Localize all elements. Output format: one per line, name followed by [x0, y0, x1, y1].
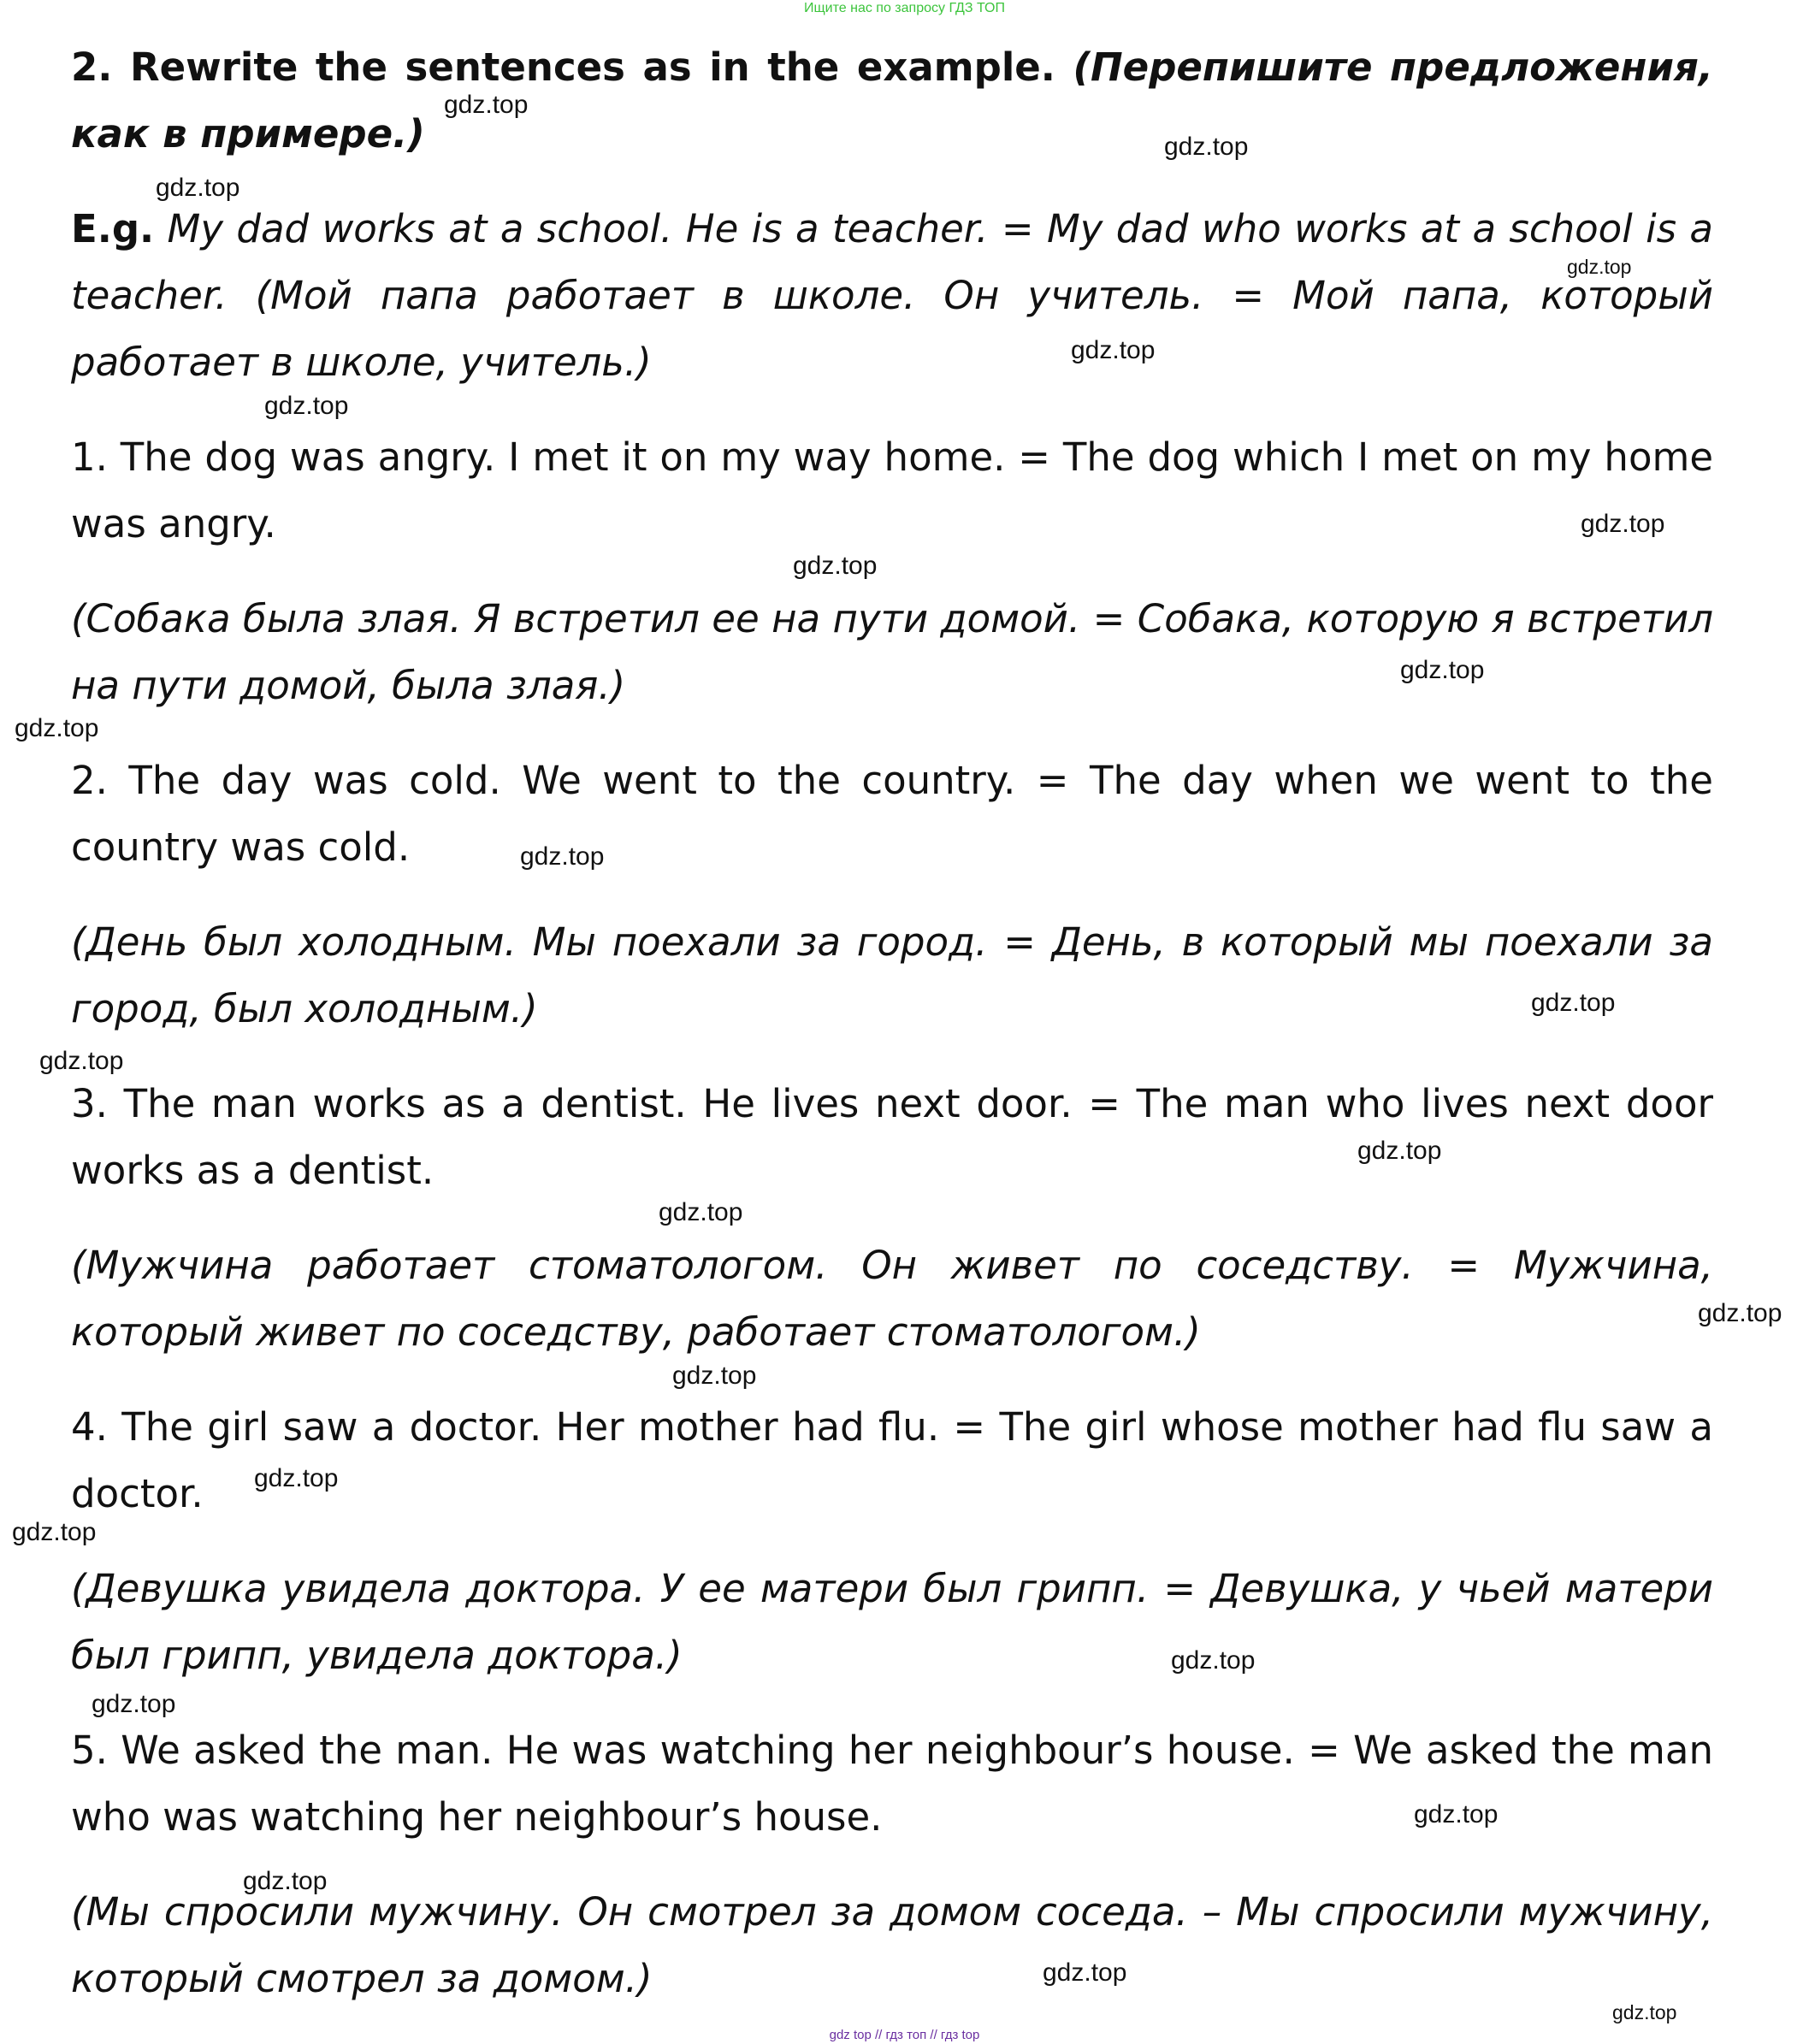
- watermark: gdz.top: [243, 1867, 328, 1895]
- watermark: gdz.top: [1612, 2001, 1677, 2023]
- example-paragraph: [71, 196, 1713, 396]
- watermark: gdz.top: [1400, 656, 1485, 684]
- item-3-ru: (Мужчина работает стоматологом. Он живет по соседству. = Мужчина, который живет по соседству, работает стоматологом.): [71, 1243, 1713, 1355]
- watermark: gdz.top: [254, 1464, 339, 1492]
- watermark: gdz.top: [672, 1362, 757, 1390]
- watermark: gdz.top: [520, 842, 605, 871]
- example-en: My dad works at a school. He is a teacher. = My dad who works at a school is a teacher.: [71, 206, 1713, 318]
- watermark: gdz.top: [12, 1518, 97, 1546]
- watermark: gdz.top: [1531, 989, 1616, 1017]
- item-2-ru: (День был холодным. Мы поехали за город. = День, в который мы поехали за город, был холодным.): [71, 919, 1713, 1031]
- watermark: gdz.top: [1171, 1646, 1256, 1675]
- heading-en: 2. Rewrite the sentences as in the example.: [71, 44, 1073, 90]
- item-1-en: 1. The dog was angry. I met it on my way home. = The dog which I met on my home was angry.: [71, 434, 1713, 546]
- item-3-en: 3. The man works as a dentist. He lives next door. = The man who lives next door works as a dentist.: [71, 1081, 1713, 1193]
- watermark: gdz.top: [793, 552, 878, 580]
- example-label: E.g.: [71, 206, 155, 251]
- item-2-en: 2. The day was cold. We went to the country. = The day when we went to the country was cold.: [71, 758, 1713, 870]
- watermark: gdz.top: [1071, 336, 1156, 364]
- exercise-heading: [71, 34, 1713, 168]
- watermark: gdz.top: [444, 91, 529, 119]
- watermark: gdz.top: [1357, 1137, 1442, 1165]
- watermark: gdz.top: [1581, 510, 1665, 538]
- item-4-en: 4. The girl saw a doctor. Her mother had flu. = The girl whose mother had flu saw a doctor.: [71, 1404, 1713, 1516]
- watermark: gdz.top: [1043, 1958, 1127, 1987]
- item-5-en: 5. We asked the man. He was watching her neighbour’s house. = We asked the man who was watching her neighbour’s house.: [71, 1728, 1713, 1840]
- watermark: gdz.top: [1698, 1299, 1782, 1327]
- watermark: gdz.top: [264, 392, 349, 420]
- watermark: gdz.top: [15, 714, 99, 742]
- watermark: gdz.top: [1567, 256, 1632, 278]
- watermark: gdz.top: [1164, 133, 1249, 161]
- item-1-ru: (Собака была злая. Я встретил ее на пути домой. = Собака, которую я встретил на пути домой, была злая.): [71, 596, 1713, 708]
- watermark: gdz.top: [39, 1047, 124, 1075]
- example-ru: (Мой папа работает в школе. Он учитель. = Мой папа, который работает в школе, учитель.): [71, 273, 1713, 385]
- item-4-ru: (Девушка увидела доктора. У ее матери был грипп. = Девушка, у чьей матери был грипп, увидела доктора.): [71, 1566, 1713, 1678]
- watermark: gdz.top: [659, 1198, 743, 1226]
- exercise-content: [71, 34, 1713, 2012]
- item-5-ru: (Мы спросили мужчину. Он смотрел за домом соседа. – Мы спросили мужчину, который смотрел за домом.): [71, 1889, 1713, 2001]
- watermark: gdz.top: [1414, 1800, 1499, 1828]
- watermark: gdz.top: [92, 1690, 176, 1718]
- top-banner: Ищите нас по запросу ГДЗ ТОП: [804, 1, 1005, 15]
- watermark: gdz.top: [156, 174, 240, 202]
- bottom-banner: gdz top // гдз топ // гдз top: [829, 2028, 980, 2042]
- heading-ru: (Перепишите предложения, как в примере.): [71, 44, 1713, 157]
